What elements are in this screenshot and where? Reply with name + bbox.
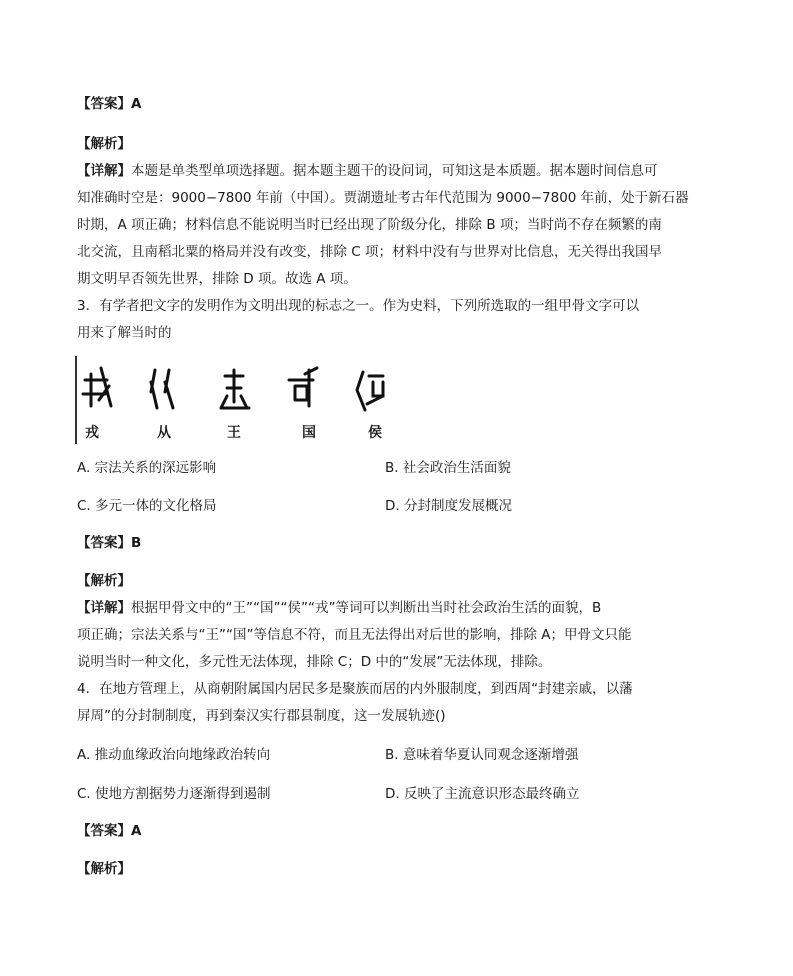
q2-detail-line-1	[77, 161, 658, 181]
q2-answer	[77, 94, 141, 114]
q2-detail-label: 【详解】	[77, 163, 131, 179]
q3-detail-label: 【详解】	[77, 600, 131, 616]
q3-stem-line-1: 3．有学者把文字的发明作为文明出现的标志之一。作为史料，下列所选取的一组甲骨文字可以	[77, 298, 640, 314]
q2-detail-line-5: 期文明早否领先世界，排除 D 项。故选 A 项。	[77, 271, 357, 287]
glyph-label-5: 侯	[368, 425, 382, 441]
q2-detail-line-3: 时期，A 项正确；材料信息不能说明当时已经出现了阶级分化，排除 B 项；当时尚不存在频繁的南	[77, 217, 662, 233]
q2-detail-text-1: 本题是单类型单项选择题。据本题主题干的设问词，可知这是本质题。据本题时间信息可	[131, 163, 658, 179]
glyph-label-1: 戎	[85, 425, 99, 441]
q4-analysis-label: 【解析】	[77, 861, 131, 877]
q3-analysis-label: 【解析】	[77, 573, 131, 589]
q4-answer-label: 【答案】	[77, 823, 131, 839]
q2-answer-value: A	[131, 96, 142, 112]
q4-option-b: B. 意味着华夏认同观念逐渐增强	[385, 747, 579, 763]
q4-answer	[77, 821, 141, 841]
q3-detail-line-3: 说明当时一种文化，多元性无法体现，排除 C；D 中的“发展”无法体现，排除。	[77, 654, 552, 670]
q2-detail-line-4: 北交流，且南稻北粟的格局并没有改变，排除 C 项；材料中没有与世界对比信息，无关得出我国早	[77, 244, 663, 260]
q3-option-a: A. 宗法关系的深远影响	[77, 460, 217, 476]
q3-detail-line-1	[77, 598, 601, 618]
q4-stem-line-1: 4．在地方管理上，从商朝附属国内居民多是聚族而居的内外服制度，到西周“封建亲戚，以藩	[77, 681, 633, 697]
q3-answer-label: 【答案】	[77, 535, 131, 551]
q3-answer	[77, 533, 141, 553]
q3-option-b: B. 社会政治生活面貌	[385, 460, 511, 476]
q4-stem-line-2: 屏周”的分封制制度，再到秦汉实行郡县制度，这一发展轨迹()	[77, 708, 446, 724]
q2-detail-line-2: 知准确时空是：9000−7800 年前（中国）。贾湖遗址考古年代范围为 9000−7800 年前，处于新石器	[77, 190, 689, 206]
q2-analysis-label: 【解析】	[77, 136, 131, 152]
q2-answer-label: 【答案】	[77, 96, 131, 112]
q3-option-c: C. 多元一体的文化格局	[77, 498, 217, 514]
q4-option-a: A. 推动血缘政治向地缘政治转向	[77, 747, 271, 763]
oracle-bone-glyphs-drawing	[77, 356, 397, 426]
glyph-label-2: 从	[157, 425, 171, 441]
oracle-bone-glyphs-image	[75, 356, 397, 444]
q3-stem-line-2: 用来了解当时的	[77, 325, 172, 341]
q3-answer-value: B	[131, 535, 142, 551]
q4-option-d: D. 反映了主流意识形态最终确立	[385, 786, 580, 802]
glyph-label-3: 王	[227, 425, 241, 441]
q4-option-c: C. 使地方割据势力逐渐得到遏制	[77, 786, 271, 802]
q3-detail-line-2: 项正确；宗法关系与“王”“国”等信息不符，而且无法得出对后世的影响，排除 A；甲骨文只能	[77, 627, 632, 643]
q3-detail-text-1: 根据甲骨文中的“王”“国”“侯”“戎”等词可以判断出当时社会政治生活的面貌，B	[131, 600, 602, 616]
glyph-label-4: 国	[302, 425, 316, 441]
q4-answer-value: A	[131, 823, 142, 839]
q3-option-d: D. 分封制度发展概况	[385, 498, 512, 514]
